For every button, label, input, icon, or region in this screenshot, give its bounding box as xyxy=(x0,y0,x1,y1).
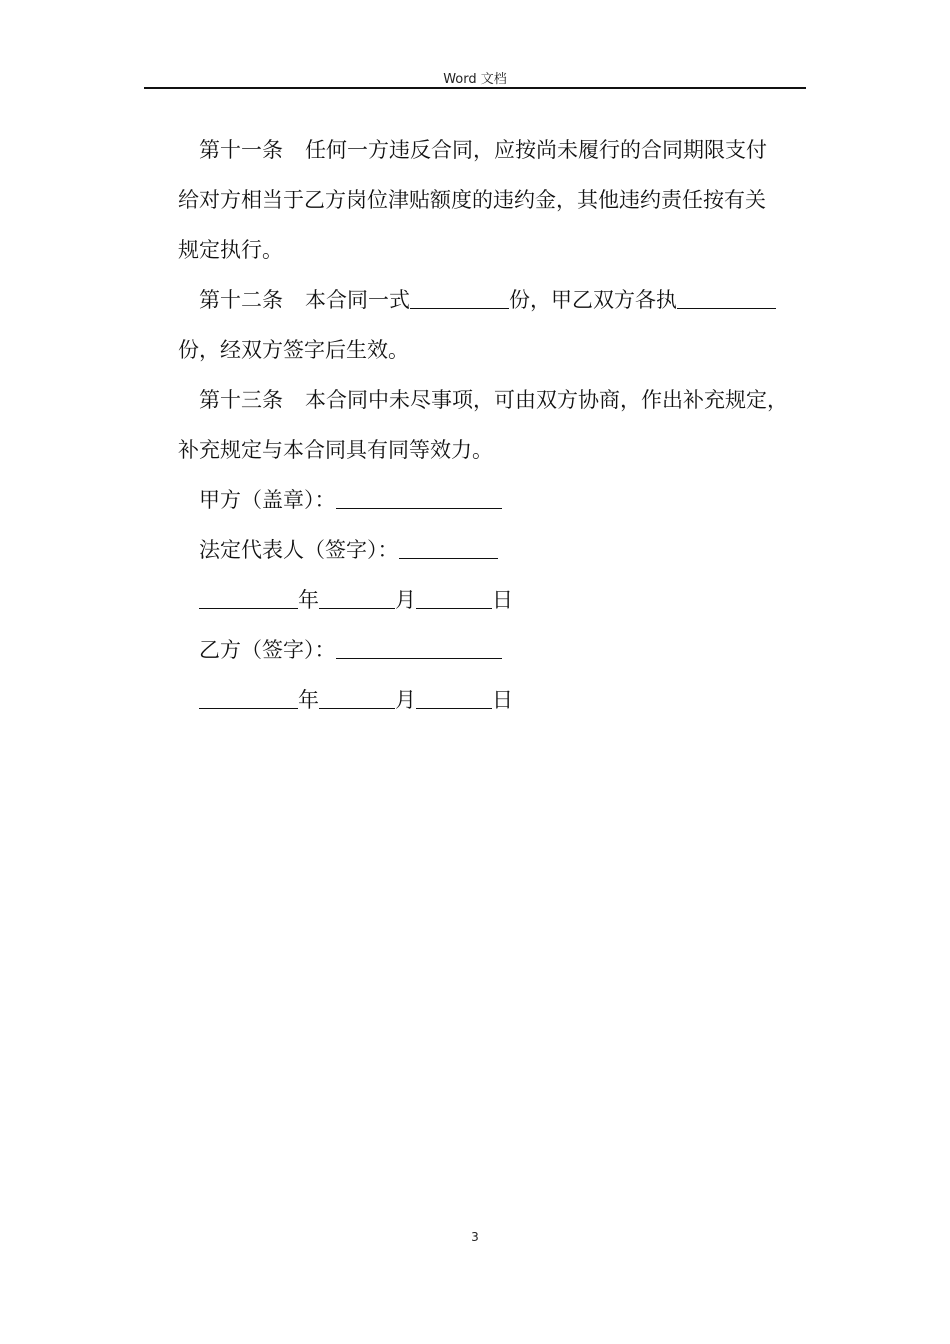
copies-each-blank[interactable] xyxy=(677,286,776,309)
article-12-text-b: 份，甲乙双方各执 xyxy=(509,288,677,312)
article-12-line-1 xyxy=(178,275,808,325)
article-11-line-1 xyxy=(178,125,808,175)
header-divider xyxy=(144,87,806,89)
page-number: 3 xyxy=(471,1230,479,1244)
article-11-line-3: 规定执行。 xyxy=(178,238,283,262)
party-b-signature-blank[interactable] xyxy=(336,636,502,659)
article-12-text-a: 本合同一式 xyxy=(305,288,410,312)
year-label-b: 年 xyxy=(298,688,319,712)
date-line-a xyxy=(178,575,808,625)
copies-total-blank[interactable] xyxy=(410,286,509,309)
legal-rep-label: 法定代表人（签字）： xyxy=(199,538,399,562)
party-b-line xyxy=(178,625,808,675)
day-blank-a[interactable] xyxy=(416,586,492,609)
article-13-text-1: 本合同中未尽事项，可由双方协商，作出补充规定， xyxy=(305,388,788,412)
date-line-b xyxy=(178,675,808,725)
legal-rep-signature-blank[interactable] xyxy=(399,536,498,559)
article-13-label: 第十三条 xyxy=(199,388,283,412)
year-label-a: 年 xyxy=(298,588,319,612)
party-a-seal-blank[interactable] xyxy=(336,486,502,509)
day-label-b: 日 xyxy=(492,688,513,712)
page-header: Word 文档 xyxy=(443,72,507,87)
month-label-a: 月 xyxy=(395,588,416,612)
document-body xyxy=(178,125,808,725)
article-11-text-1: 任何一方违反合同，应按尚未履行的合同期限支付 xyxy=(305,138,767,162)
article-13-line-1 xyxy=(178,375,808,425)
legal-rep-line xyxy=(178,525,808,575)
article-12-line-2: 份，经双方签字后生效。 xyxy=(178,338,409,362)
article-11-label: 第十一条 xyxy=(199,138,283,162)
month-blank-a[interactable] xyxy=(319,586,395,609)
article-11-line-2: 给对方相当于乙方岗位津贴额度的违约金，其他违约责任按有关 xyxy=(178,188,766,212)
day-blank-b[interactable] xyxy=(416,686,492,709)
article-13-line-2: 补充规定与本合同具有同等效力。 xyxy=(178,438,493,462)
year-blank-b[interactable] xyxy=(199,686,298,709)
day-label-a: 日 xyxy=(492,588,513,612)
article-12-label: 第十二条 xyxy=(199,288,283,312)
month-label-b: 月 xyxy=(395,688,416,712)
party-a-line xyxy=(178,475,808,525)
party-a-label: 甲方（盖章）： xyxy=(199,488,336,512)
year-blank-a[interactable] xyxy=(199,586,298,609)
month-blank-b[interactable] xyxy=(319,686,395,709)
party-b-label: 乙方（签字）： xyxy=(199,638,336,662)
